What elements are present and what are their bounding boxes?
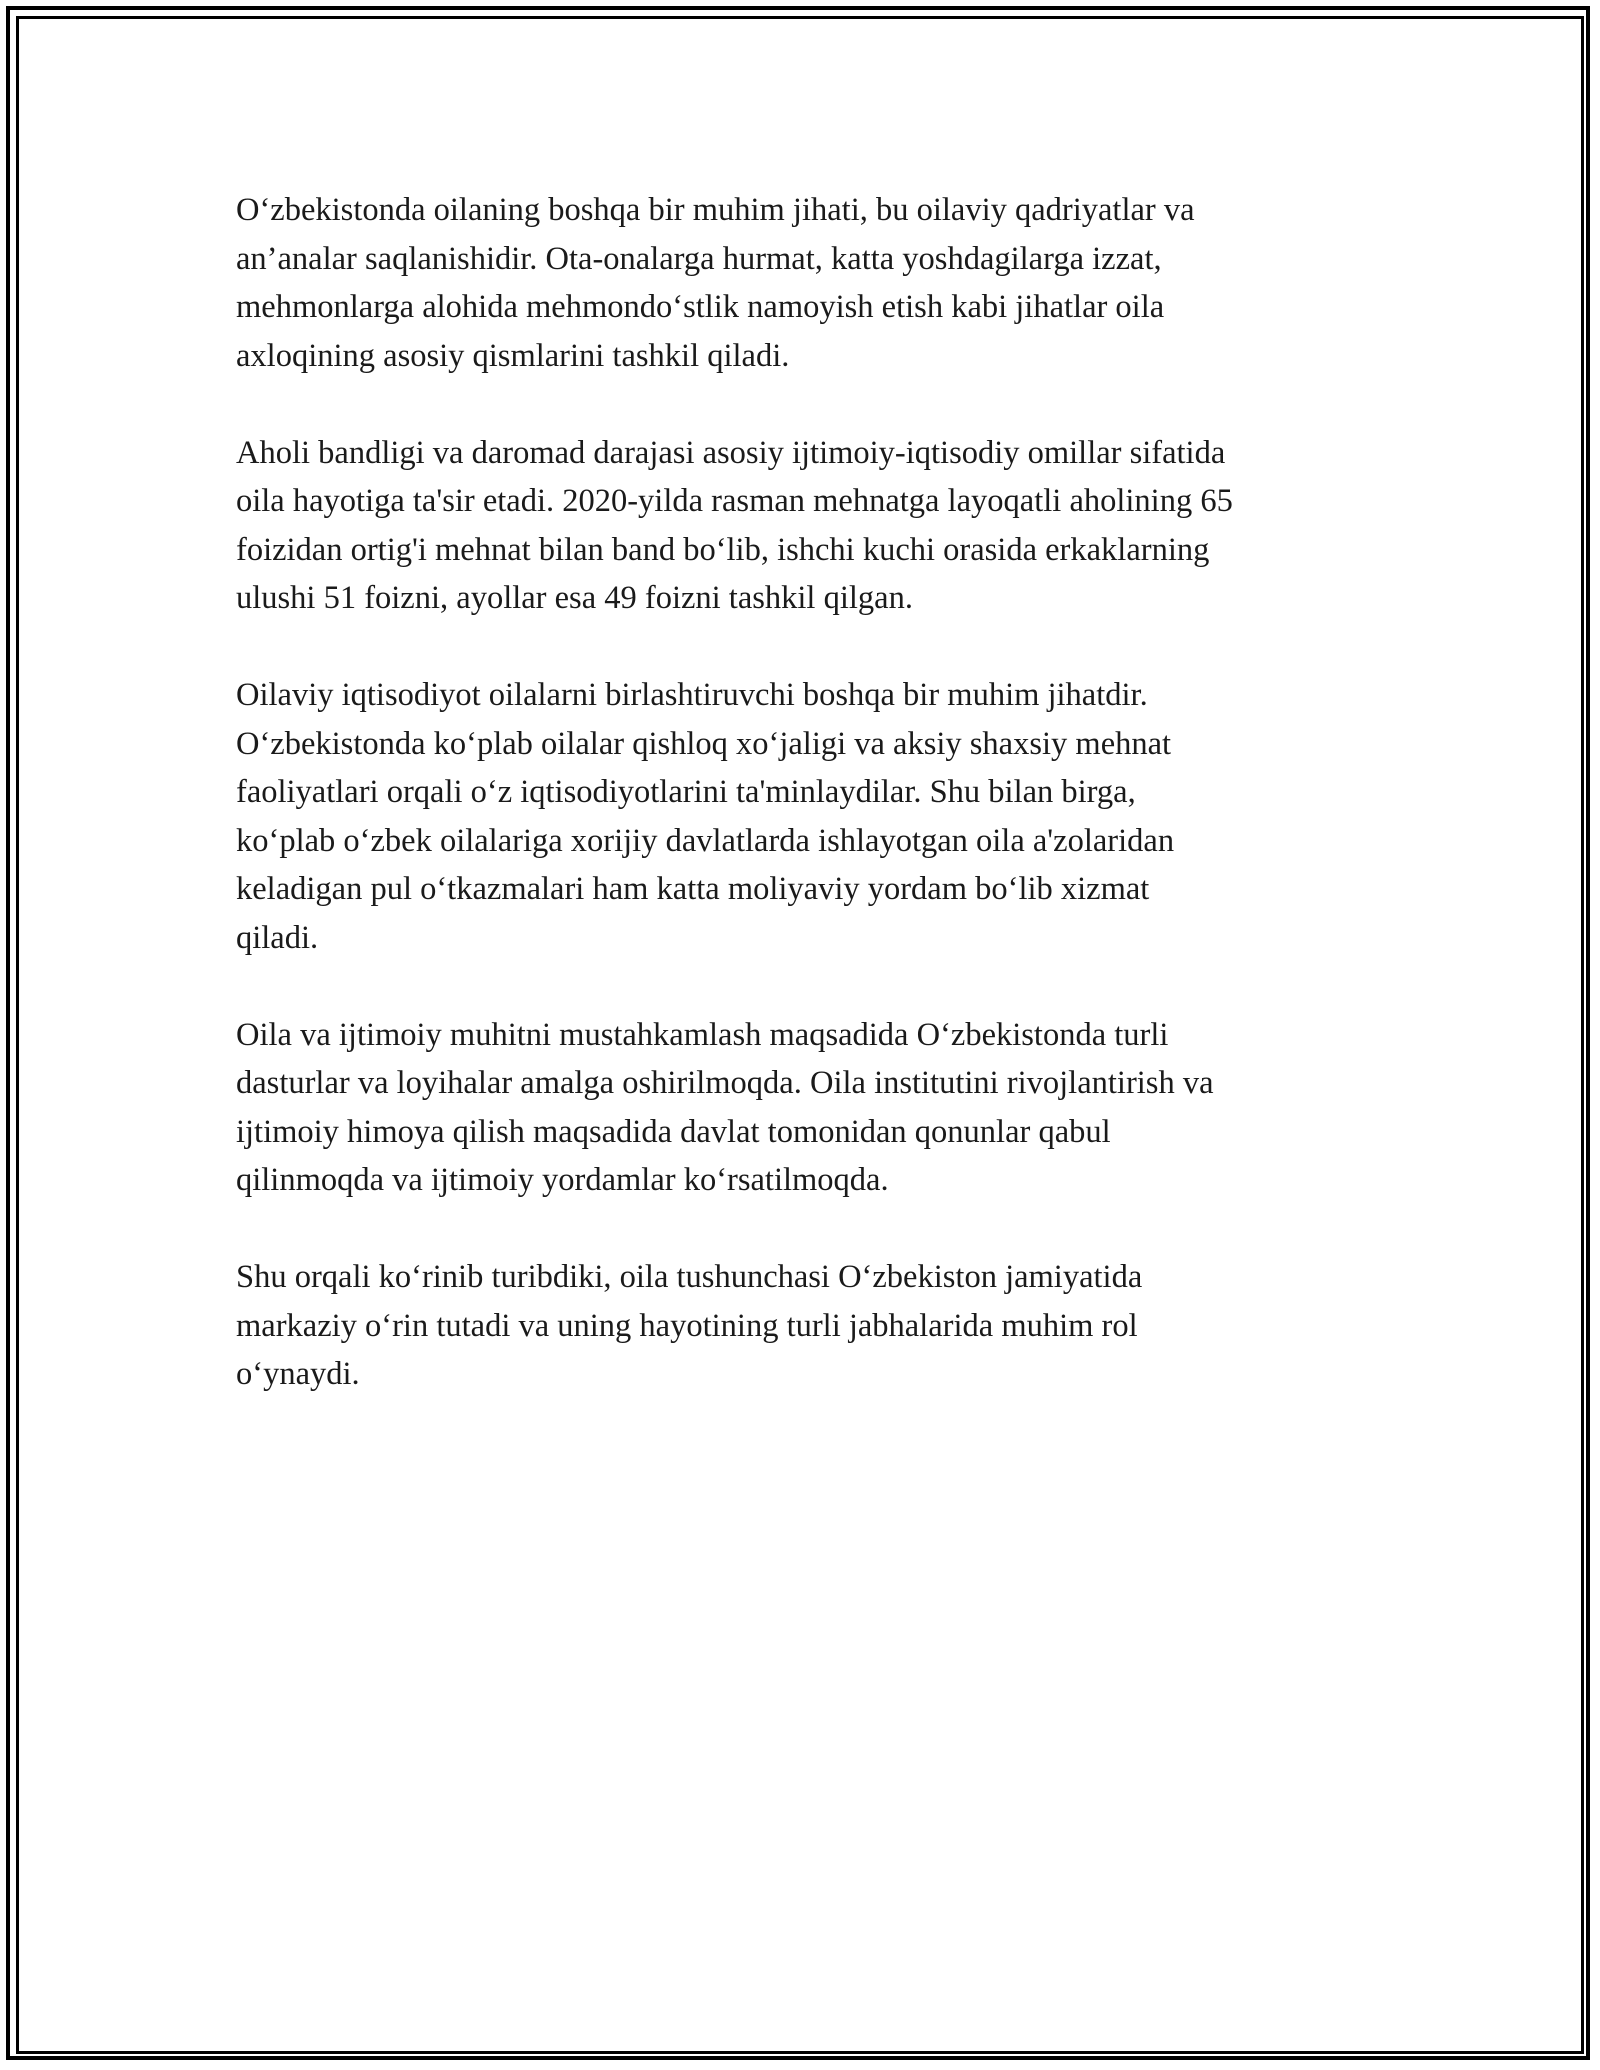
text-line: qiladi. — [236, 919, 319, 956]
text-line: Shu orqali ko‘rinib turibdiki, oila tushunchasi O‘zbekiston jamiyatida — [236, 1259, 1143, 1295]
text-line: mehmonlarga alohida mehmondo‘stlik namoyish etish kabi jihatlar oila — [236, 289, 1165, 325]
text-line: dasturlar va loyihalar amalga oshirilmoqda. Oila institutini rivojlantirish va — [236, 1065, 1214, 1101]
text-line: keladigan pul o‘tkazmalari ham katta moliyaviy yordam bo‘lib xizmat — [236, 871, 1150, 907]
text-line: o‘ynaydi. — [236, 1356, 360, 1392]
paragraph-3 — [236, 671, 1366, 962]
text-line: Aholi bandligi va daromad darajasi asosiy ijtimoiy-iqtisodiy omillar sifatida — [236, 434, 1226, 471]
text-line: O‘zbekistonda ko‘plab oilalar qishloq xo‘jaligi va aksiy shaxsiy mehnat — [236, 725, 1172, 762]
text-line: an’analar saqlanishidir. Ota-onalarga hurmat, katta yoshdagilarga izzat, — [236, 240, 1162, 277]
paragraph-1 — [236, 186, 1366, 380]
paragraph-5 — [236, 1253, 1366, 1399]
text-line: O‘zbekistonda oilaning boshqa bir muhim jihati, bu oilaviy qadriyatlar va — [236, 192, 1195, 228]
text-line: ko‘plab o‘zbek oilalariga xorijiy davlatlarda ishlayotgan oila a'zolaridan — [236, 822, 1175, 859]
text-line: foizidan ortig'i mehnat bilan band bo‘lib, ishchi kuchi orasida erkaklarning — [236, 531, 1210, 568]
text-line: Oila va ijtimoiy muhitni mustahkamlash maqsadida O‘zbekistonda turli — [236, 1016, 1169, 1053]
text-line: markaziy o‘rin tutadi va uning hayotining turli jabhalarida muhim rol — [236, 1307, 1138, 1344]
document-body — [236, 186, 1366, 1447]
text-line: faoliyatlari orqali o‘z iqtisodiyotlarini ta'minlaydilar. Shu bilan birga, — [236, 774, 1136, 810]
text-line: ulushi 51 foizni, ayollar esa 49 foizni tashkil qilgan. — [236, 580, 913, 616]
text-line: axloqining asosiy qismlarini tashkil qiladi. — [236, 337, 790, 374]
text-line: Oilaviy iqtisodiyot oilalarni birlashtiruvchi boshqa bir muhim jihatdir. — [236, 677, 1148, 713]
paragraph-2 — [236, 429, 1366, 623]
text-line: oila hayotiga ta'sir etadi. 2020-yilda rasman mehnatga layoqatli aholining 65 — [236, 483, 1233, 519]
paragraph-4 — [236, 1011, 1366, 1205]
text-line: ijtimoiy himoya qilish maqsadida davlat tomonidan qonunlar qabul — [236, 1113, 1111, 1150]
text-line: qilinmoqda va ijtimoiy yordamlar ko‘rsatilmoqda. — [236, 1162, 889, 1198]
